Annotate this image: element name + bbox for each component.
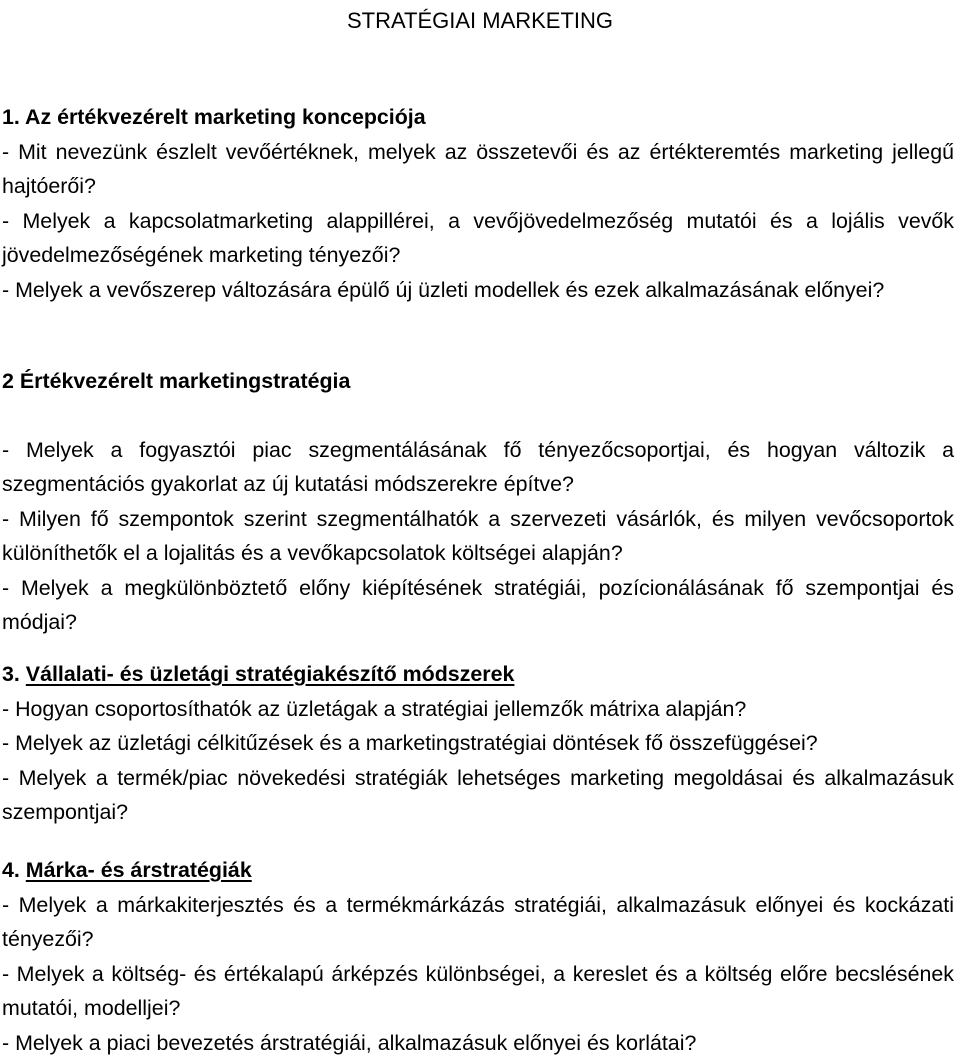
section-4 — [2, 853, 954, 1060]
section-number: 2 — [2, 369, 14, 393]
section-heading — [2, 853, 954, 888]
section-1 — [2, 100, 954, 307]
section-title: Az értékvezérelt marketing koncepciója — [25, 105, 426, 129]
question-item: - Melyek a piaci bevezetés árstratégiái, alkalmazásuk előnyei és korlátai? — [2, 1026, 954, 1060]
question-item: - Melyek a megkülönböztető előny kiépítésének stratégiái, pozícionálásának fő szempontjai és módjai? — [2, 571, 954, 640]
section-heading — [2, 100, 954, 135]
question-item: - Melyek a termék/piac növekedési stratégiák lehetséges marketing megoldásai és alkalmazásuk szempontjai? — [2, 761, 954, 830]
question-item: - Melyek a márkakiterjesztés és a termékmárkázás stratégiái, alkalmazásuk előnyei és kockázati tényezői? — [2, 888, 954, 957]
question-item: - Melyek az üzletági célkitűzések és a marketingstratégiai döntések fő összefüggései? — [2, 726, 954, 761]
question-list — [2, 433, 954, 640]
section-number: 4. — [2, 858, 20, 882]
section-number: 1. — [2, 105, 20, 129]
section-number: 3. — [2, 662, 20, 686]
section-title: Vállalati- és üzletági stratégiakészítő módszerek — [26, 662, 515, 686]
question-item: - Milyen fő szempontok szerint szegmentálhatók a szervezeti vásárlók, és milyen vevőcsoportok különíthetők el a lojalitás és a vevőkapcsolatok költségei alapján? — [2, 502, 954, 571]
section-heading — [2, 364, 954, 399]
question-item: - Melyek a költség- és értékalapú árképzés különbségei, a kereslet és a költség előre becslésének mutatói, modelljei? — [2, 957, 954, 1026]
question-item: - Melyek a fogyasztói piac szegmentálásának fő tényezőcsoportjai, és hogyan változik a szegmentációs gyakorlat az új kutatási módszerekre építve? — [2, 433, 954, 502]
question-item: - Melyek a kapcsolatmarketing alappillérei, a vevőjövedelmezőség mutatói és a lojális vevők jövedelmezőségének marketing tényezői? — [2, 204, 954, 273]
section-title: Értékvezérelt marketingstratégia — [20, 369, 351, 393]
section-3 — [2, 657, 954, 830]
question-item: - Hogyan csoportosíthatók az üzletágak a stratégiai jellemzők mátrixa alapján? — [2, 692, 954, 727]
section-heading — [2, 657, 954, 692]
section-title: Márka- és árstratégiák — [26, 858, 252, 882]
page-title: STRATÉGIAI MARKETING — [0, 4, 960, 39]
question-item: - Mit nevezünk észlelt vevőértéknek, melyek az összetevői és az értékteremtés marketing jellegű hajtóerői? — [2, 135, 954, 204]
question-item: - Melyek a vevőszerep változására épülő új üzleti modellek és ezek alkalmazásának előnyei? — [2, 273, 954, 308]
section-2 — [2, 364, 954, 640]
